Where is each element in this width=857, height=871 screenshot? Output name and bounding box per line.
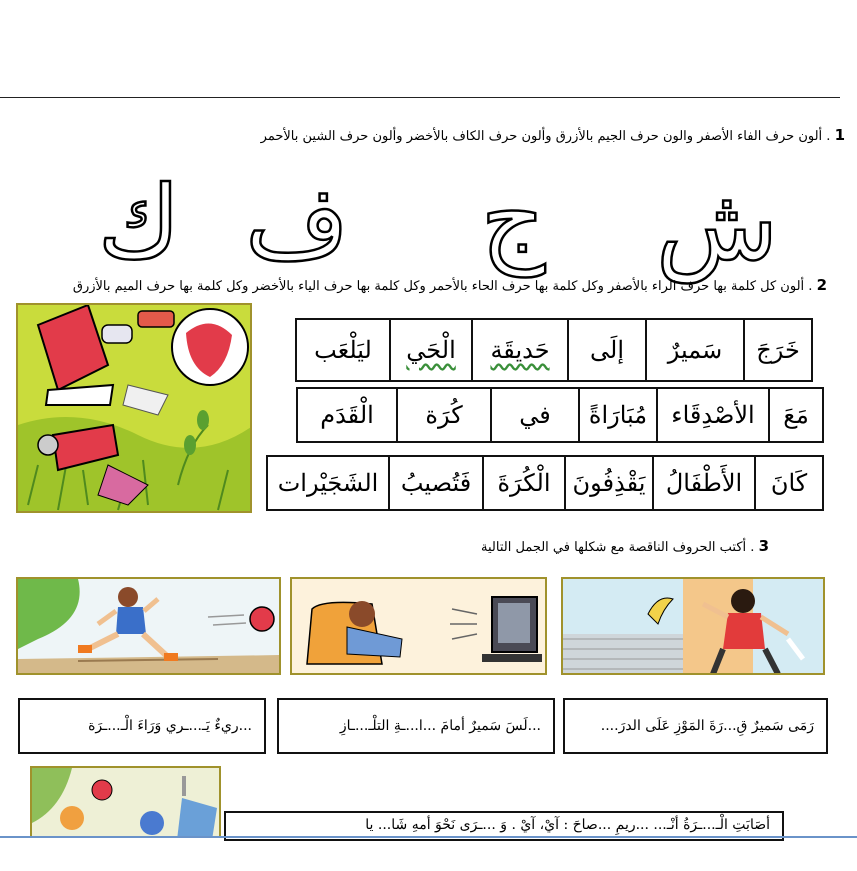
exercise-3-number: 3 — [758, 537, 769, 555]
word-kaana[interactable]: كَانَ — [754, 455, 824, 511]
word-liyalab[interactable]: ليَلْعَب — [295, 318, 391, 382]
letter-jeem[interactable]: ج — [480, 160, 546, 277]
word-alatfaal[interactable]: الأَطْفَالُ — [652, 455, 756, 511]
exercise-2-text: . ألون كل كلمة بها حرف الراء بالأصفر وكل كلمة بها حرف الحاء بالأحمر وكل كلمة بها حرف الياء بالأخضر وكل كلمة بها حرف الميم بالأزرق — [72, 279, 813, 294]
letter-faa[interactable]: ف — [245, 164, 349, 281]
exercise-2-number: 2 — [816, 276, 827, 294]
football-kids-picture — [30, 766, 221, 838]
word-alhay[interactable]: الْحَي — [389, 318, 473, 382]
sentence-1: رَمَى سَميرٌ قِ...رَةَ المَوْزِ عَلَى الدرَ.... — [600, 718, 814, 734]
word-alasdiqaa[interactable]: الأصْدِقَاء — [656, 387, 770, 443]
word-row-3 — [268, 455, 824, 511]
running-boy-picture — [16, 577, 281, 675]
word-sameer[interactable]: سَميرٌ — [645, 318, 745, 382]
exercise-1-number: 1 — [834, 126, 845, 144]
banana-boy-picture — [561, 577, 825, 675]
sentence-3: ...ريءٌ يَـ...ـري وَرَاءَ الْـ...ـرَة — [88, 718, 252, 734]
football-picture — [16, 303, 252, 513]
word-ashujayrat[interactable]: الشَجَيْرات — [266, 455, 390, 511]
word-fi[interactable]: في — [490, 387, 580, 443]
word-mubaraatan[interactable]: مُبَارَاةً — [578, 387, 658, 443]
football-illustration — [18, 305, 252, 513]
word-kura[interactable]: كُرَة — [396, 387, 492, 443]
sentence-4: أصَابَتِ الْـ...ـرَةُ أنْـ... ...ريمِ ...صاحَ : آيْ، آيْ . وَ ...ـرَى نَحْوَ أمهِ شَا... يا — [365, 817, 770, 833]
word-yaqdhifoon[interactable]: يَقْذِفُونَ — [564, 455, 654, 511]
sentence-box-2[interactable] — [277, 698, 555, 754]
letter-sheen[interactable]: ش — [655, 166, 779, 283]
word-kharaja[interactable]: خَرَجَ — [743, 318, 813, 382]
exercise-1-instruction — [261, 126, 845, 146]
football-kids-illustration — [32, 768, 221, 838]
word-fatuseeb[interactable]: فَتُصيبُ — [388, 455, 484, 511]
banana-boy-illustration — [563, 579, 825, 675]
word-maa[interactable]: مَعَ — [768, 387, 824, 443]
exercise-1-text: . ألون حرف الفاء الأصفر والون حرف الجيم بالأزرق وألون حرف الكاف بالأخضر وألون حرف الشين بالأحمر — [260, 129, 831, 144]
word-hadeeqa[interactable]: حَديقَة — [471, 318, 569, 382]
bottom-rule — [0, 836, 857, 838]
sentence-box-1[interactable] — [563, 698, 828, 754]
word-row-1 — [297, 318, 813, 382]
exercise-3-text: . أكتب الحروف الناقصة مع شكلها في الجمل التالية — [481, 540, 755, 555]
exercise-3-instruction — [481, 537, 769, 557]
word-alqadam[interactable]: الْقَدَم — [296, 387, 398, 443]
exercise-2-instruction — [73, 276, 827, 296]
word-ila[interactable]: إلَى — [567, 318, 647, 382]
sentence-box-3[interactable] — [18, 698, 266, 754]
tv-boy-illustration — [292, 579, 547, 675]
sentence-2: ...لَسَ سَميرٌ أمامَ ...ا...ـةِ التلْـ...ـازِ — [339, 718, 541, 734]
letter-kaf[interactable]: ك — [97, 164, 181, 281]
word-row-2 — [298, 387, 824, 443]
word-alkurata[interactable]: الْكُرَةَ — [482, 455, 566, 511]
running-boy-illustration — [18, 579, 281, 675]
top-rule — [0, 97, 840, 98]
tv-boy-picture — [290, 577, 547, 675]
